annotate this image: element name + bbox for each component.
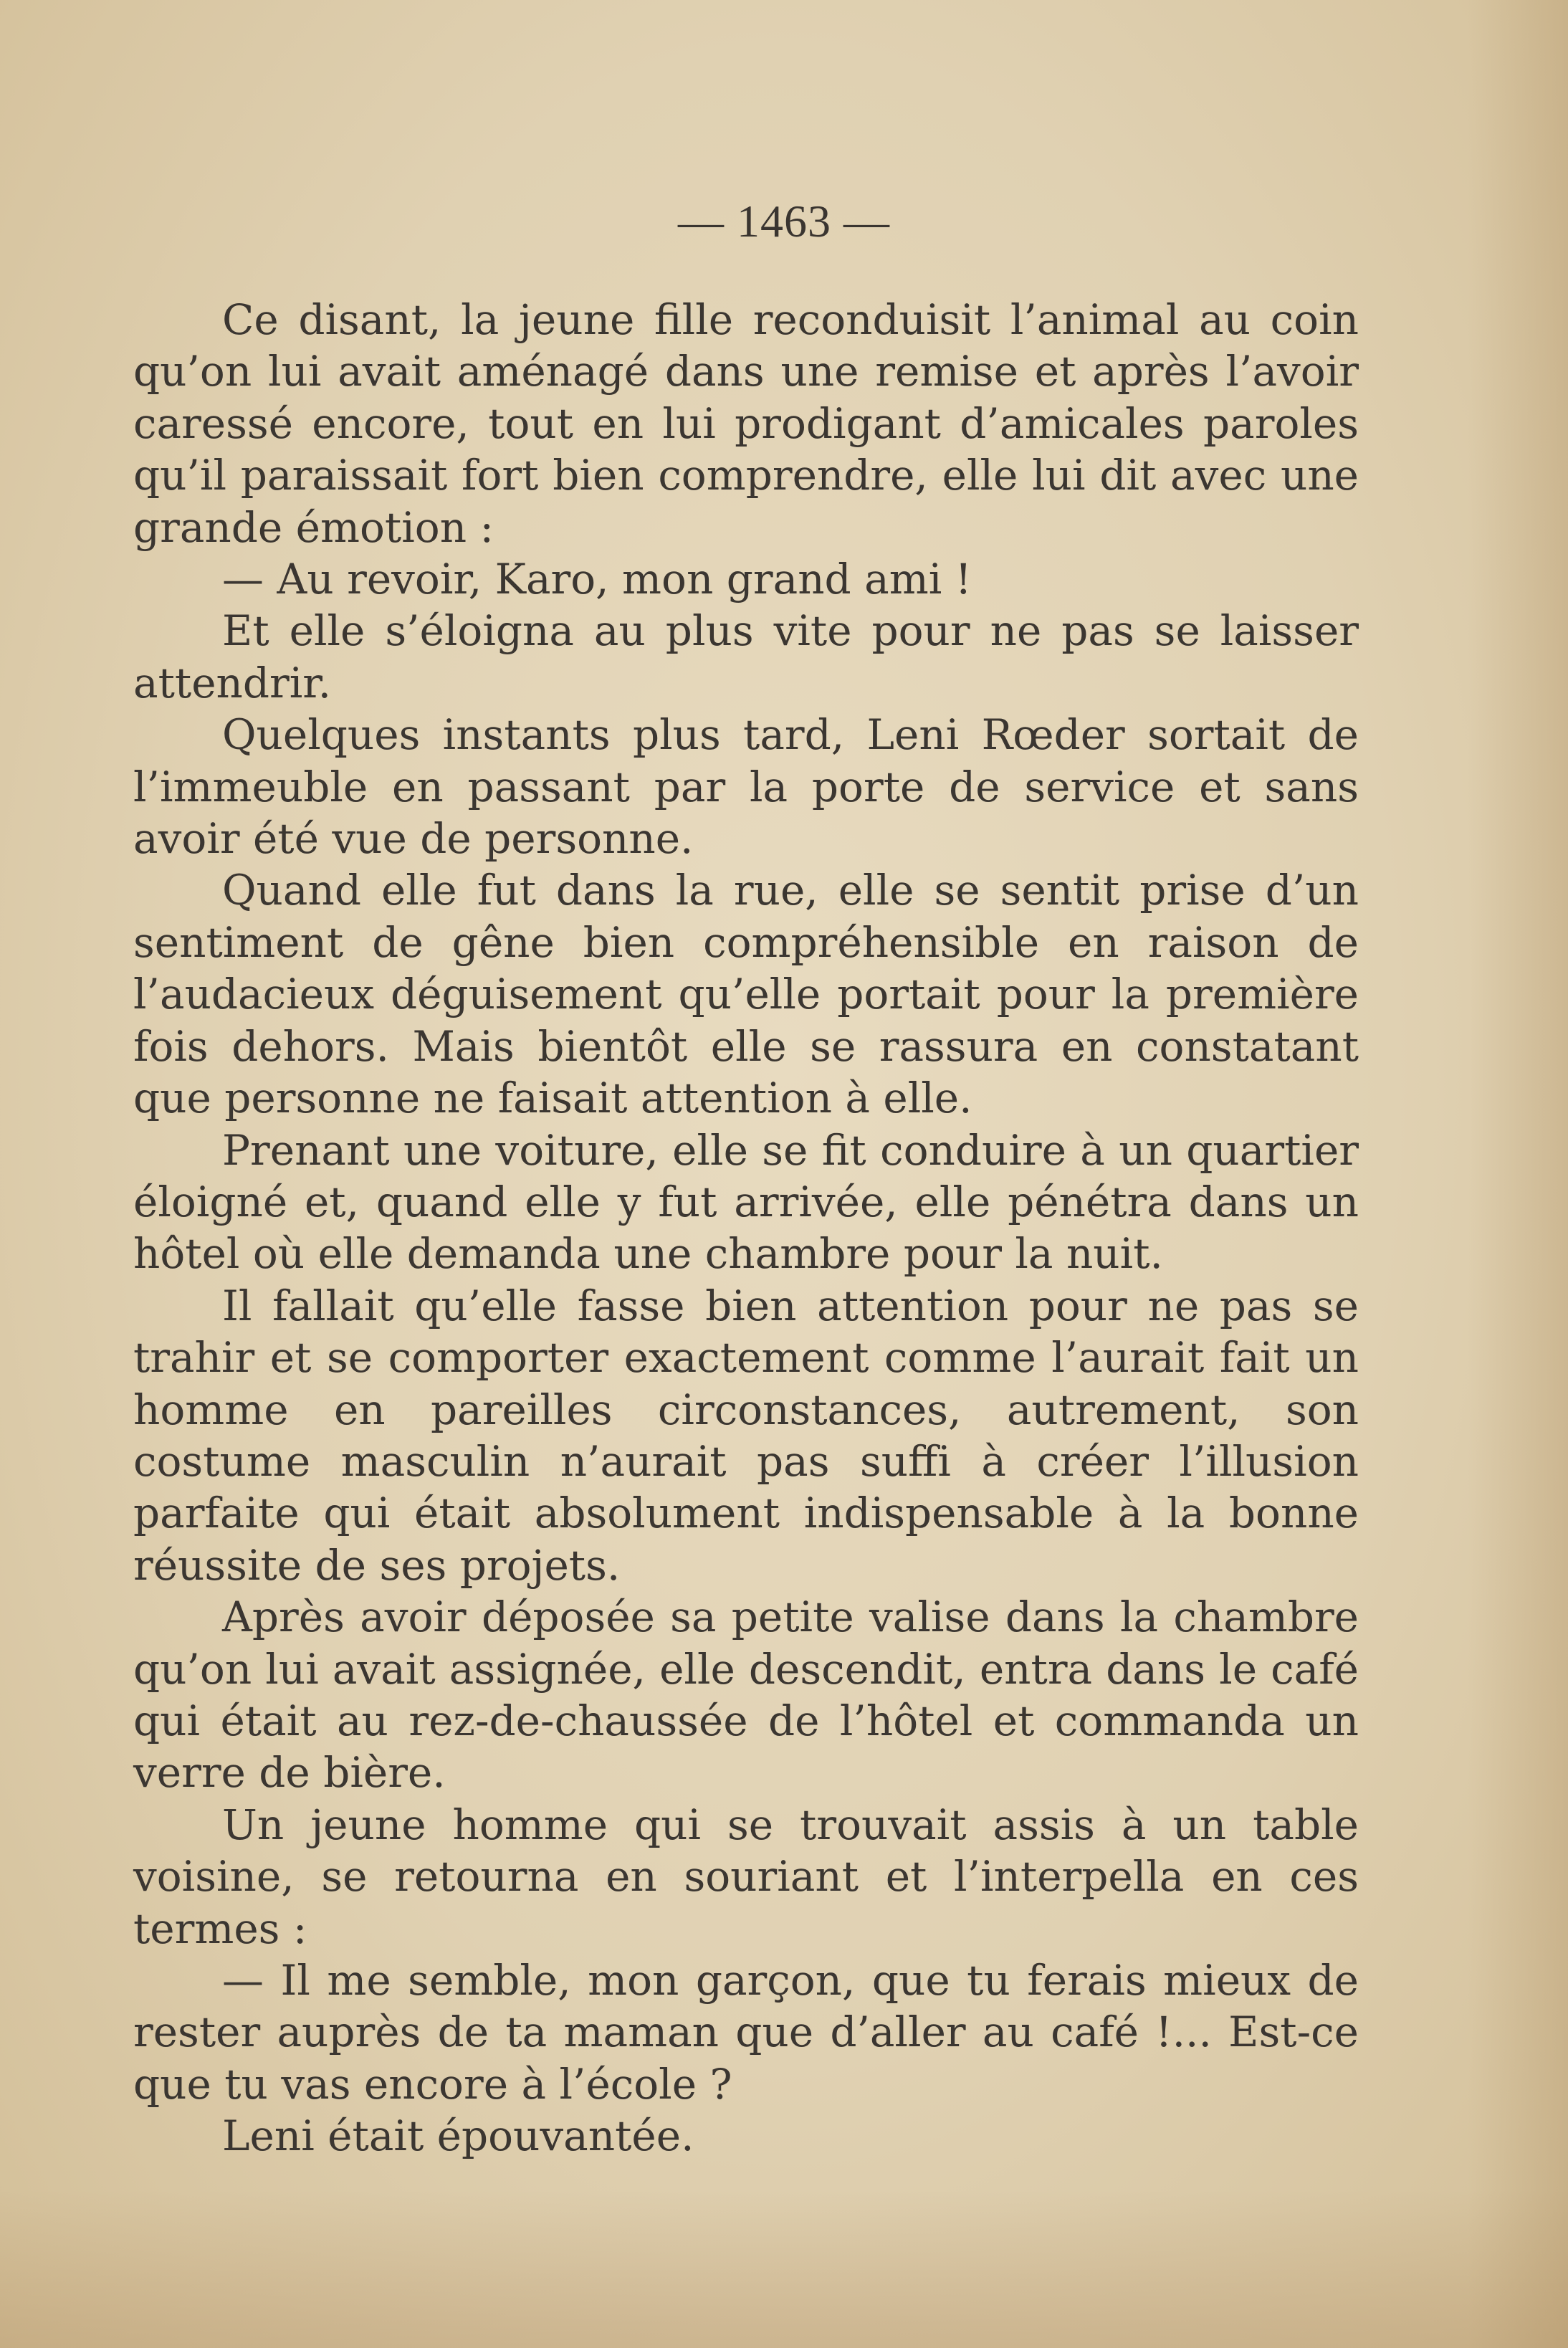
paragraph-10: — Il me semble, mon garçon, que tu ferais mieux de rester auprès de ta maman que d’aller au café !... Est-ce que tu vas encore à l’école ? (133, 1956, 1359, 2109)
paragraph-3: Et elle s’éloigna au plus vite pour ne pas se laisser attendrir. (133, 606, 1359, 707)
paragraph-5: Quand elle fut dans la rue, elle se sentit prise d’un sentiment de gêne bien compréhensible en raison de l’audacieux déguisement qu’elle portait pour la première fois dehors. Mais bientôt elle se rassura en constatant que personne ne faisait attention à elle. (133, 866, 1359, 1123)
paragraph-8: Après avoir déposée sa petite valise dans la chambre qu’on lui avait assignée, elle descendit, entra dans le café qui était au rez-de-chaussée de l’hôtel et commanda un verre de bière. (133, 1593, 1359, 1798)
paragraph-7: Il fallait qu’elle fasse bien attention pour ne pas se trahir et se comporter exactement comme l’aurait fait un homme en pareilles circonstances, autrement, son costume masculin n’aurait pas suffi à créer l’illusion parfaite qui était absolument indispensable à la bonne réussite de ses projets. (133, 1281, 1359, 1590)
paragraph-4: Quelques instants plus tard, Leni Rœder sortait de l’immeuble en passant par la porte de service et sans avoir été vue de personne. (133, 710, 1359, 864)
paragraph-9: Un jeune homme qui se trouvait assis à un table voisine, se retourna en souriant et l’interpella en ces termes : (133, 1800, 1359, 1953)
page-number-header: — 1463 — (678, 196, 890, 247)
paragraph-1: Ce disant, la jeune fille reconduisit l’animal au coin qu’on lui avait aménagé dans une remise et après l’avoir caressé encore, tout en lui prodigant d’amicales paroles qu’il paraissait fort bien comprendre, elle lui dit avec une grande émotion : (133, 295, 1359, 552)
body-text (133, 294, 1359, 2162)
paragraph-6: Prenant une voiture, elle se fit conduire à un quartier éloigné et, quand elle y fut arrivée, elle pénétra dans un hôtel où elle demanda une chambre pour la nuit. (133, 1125, 1359, 1279)
paragraph-11: Leni était épouvantée. (222, 2111, 694, 2161)
paragraph-2: — Au revoir, Karo, mon grand ami ! (222, 555, 972, 604)
